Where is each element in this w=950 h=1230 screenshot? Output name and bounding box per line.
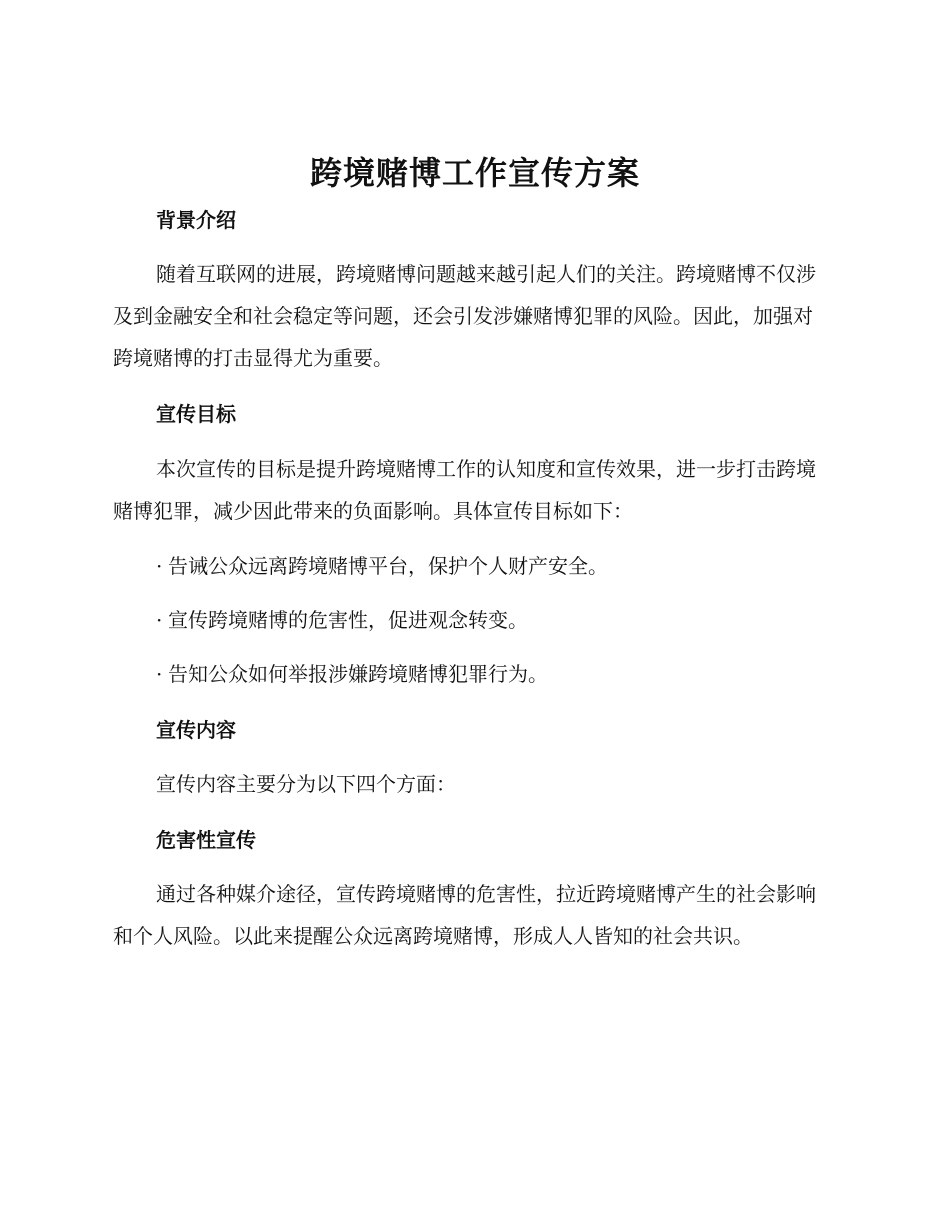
bullet-dot: · <box>156 608 163 632</box>
section-line-content: 宣传内容主要分为以下四个方面： <box>156 772 456 796</box>
goal-bullet-item <box>156 550 608 582</box>
goal-bullet-text: 告诫公众远离跨境赌博平台，保护个人财产安全。 <box>168 554 608 578</box>
section-heading-goals: 宣传目标 <box>156 402 236 426</box>
goal-bullet-text: 告知公众如何举报涉嫌跨境赌博犯罪行为。 <box>168 662 548 686</box>
section-paragraph-harm: 通过各种媒介途径，宣传跨境赌博的危害性，拉近跨境赌博产生的社会影响和个人风险。以此来提醒公众远离跨境赌博，形成人人皆知的社会共识。 <box>113 882 816 948</box>
section-heading-harm: 危害性宣传 <box>156 828 256 852</box>
section-paragraph-goals: 本次宣传的目标是提升跨境赌博工作的认知度和宣传效果，进一步打击跨境赌博犯罪，减少因此带来的负面影响。具体宣传目标如下： <box>113 457 816 523</box>
section-heading-background: 背景介绍 <box>156 208 236 232</box>
document-title: 跨境赌博工作宣传方案 <box>309 154 640 192</box>
section-paragraph-background: 随着互联网的进展，跨境赌博问题越来越引起人们的关注。跨境赌博不仅涉及到金融安全和社会稳定等问题，还会引发涉嫌赌博犯罪的风险。因此，加强对跨境赌博的打击显得尤为重要。 <box>113 262 816 370</box>
goal-bullet-item <box>156 604 528 636</box>
section-heading-content: 宣传内容 <box>156 718 236 742</box>
bullet-dot: · <box>156 554 163 578</box>
bullet-dot: · <box>156 662 163 686</box>
goal-bullet-text: 宣传跨境赌博的危害性，促进观念转变。 <box>168 608 528 632</box>
goal-bullet-item <box>156 658 548 690</box>
